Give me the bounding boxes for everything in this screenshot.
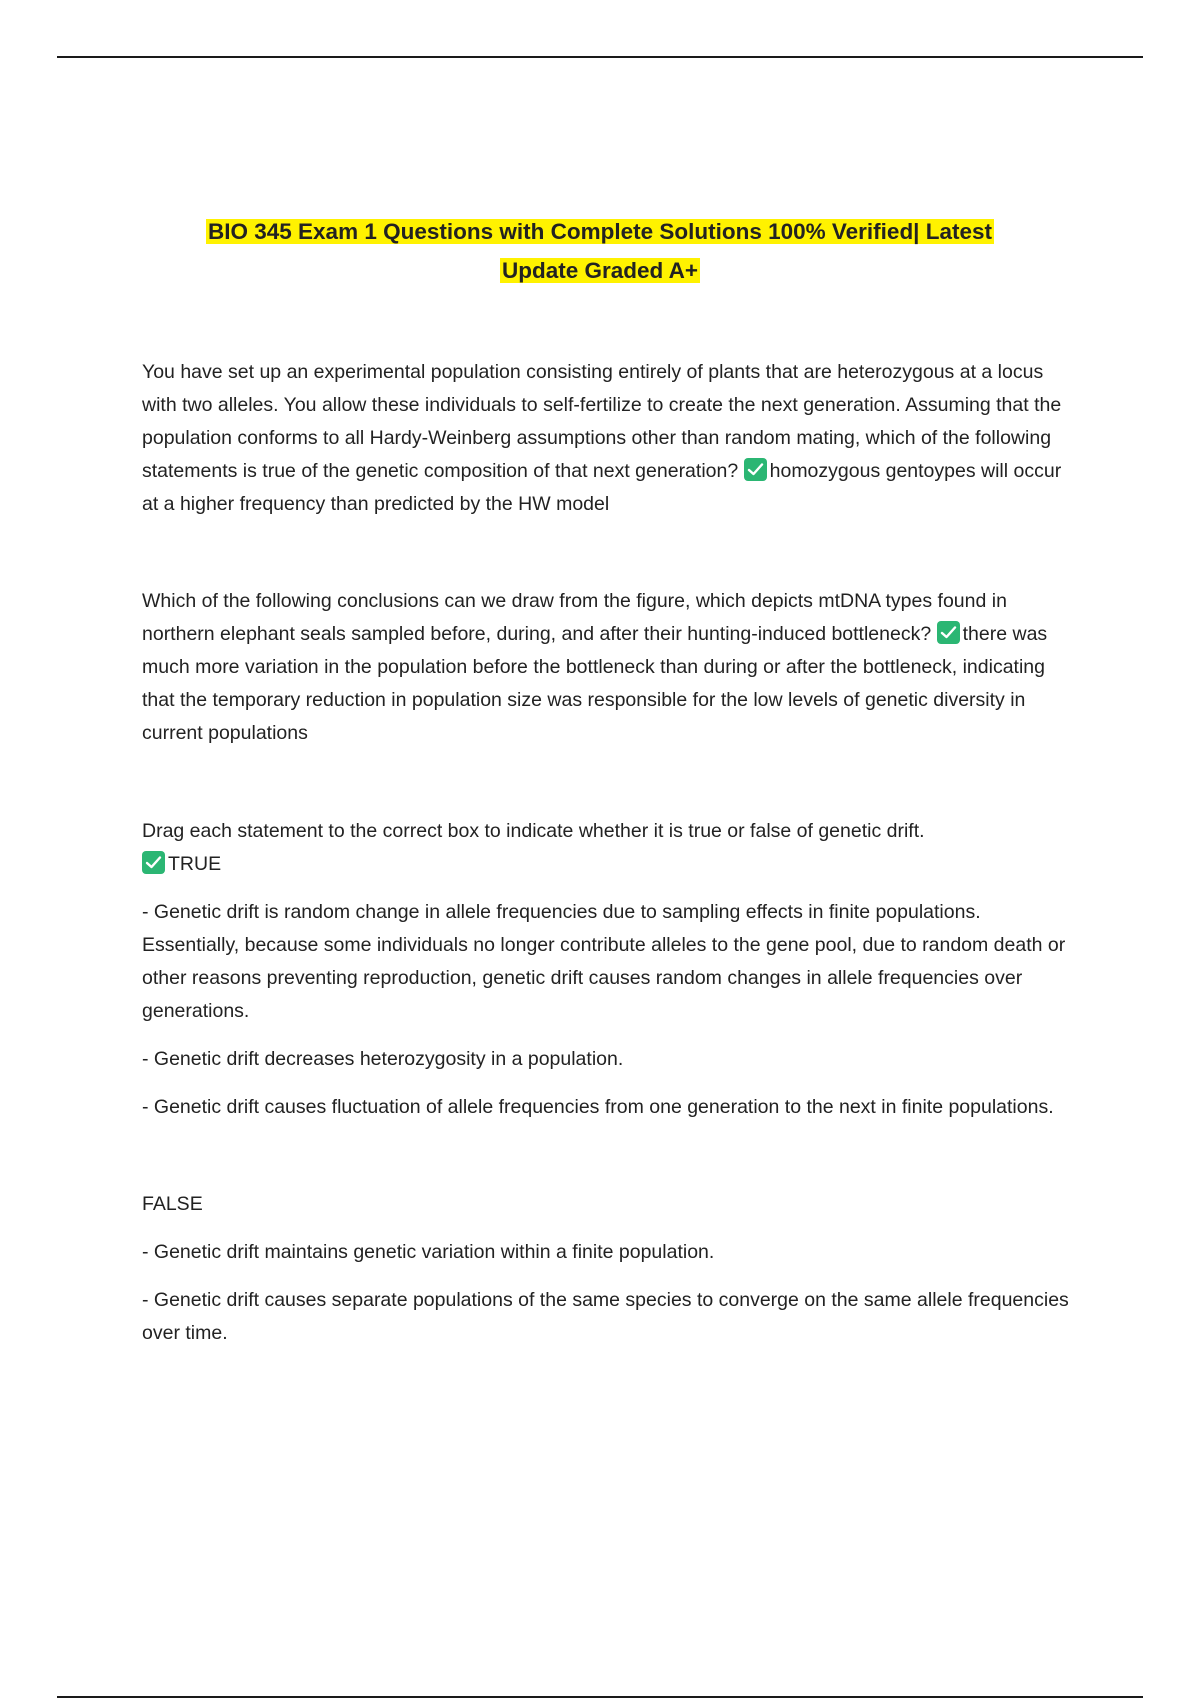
document-body	[142, 356, 1072, 1365]
false-item: - Genetic drift causes separate populations of the same species to converge on the same allele frequencies over time.	[142, 1289, 1069, 1344]
true-heading	[142, 848, 1072, 881]
question-1	[142, 356, 1072, 521]
question-2-text: Which of the following conclusions can we draw from the figure, which depicts mtDNA types found in northern elephant seals sampled before, during, and after their hunting-induced bottleneck?	[142, 590, 1007, 645]
check-mark-icon	[142, 851, 165, 874]
true-label: TRUE	[168, 853, 222, 875]
true-item: - Genetic drift is random change in allele frequencies due to sampling effects in finite populations. Essentially, because some individuals no longer contribute alleles to the gene pool, due to random death or other reasons preventing reproduction, genetic drift causes random changes in allele frequencies over generations.	[142, 901, 1066, 1022]
question-2-answer: there was much more variation in the population before the bottleneck than during or after the bottleneck, indicating that the temporary reduction in population size was responsible for the low levels of genetic diversity in current populations	[142, 623, 1048, 744]
question-1-text: You have set up an experimental population consisting entirely of plants that are heterozygous at a locus with two alleles. You allow these individuals to self-fertilize to create the next generation. Assuming that the population conforms to all Hardy-Weinberg assumptions other than random mating, which of the following statements is true of the genetic composition of that next generation?	[142, 361, 1062, 482]
title-line-1: BIO 345 Exam 1 Questions with Complete Solutions 100% Verified| Latest	[207, 219, 993, 244]
bottom-rule	[57, 1696, 1143, 1698]
question-1-answer: homozygous gentoypes will occur at a higher frequency than predicted by the HW model	[142, 460, 1062, 515]
question-3-text: Drag each statement to the correct box to indicate whether it is true or false of genetic drift.	[142, 820, 925, 842]
false-label: FALSE	[142, 1193, 203, 1215]
check-mark-icon	[744, 458, 767, 481]
title-line-2: Update Graded A+	[501, 258, 699, 283]
check-mark-icon	[937, 621, 960, 644]
top-rule	[57, 56, 1143, 58]
false-item: - Genetic drift maintains genetic variation within a finite population.	[142, 1241, 715, 1263]
true-item: - Genetic drift causes fluctuation of allele frequencies from one generation to the next in finite populations.	[142, 1096, 1054, 1118]
document-title	[140, 212, 1060, 290]
question-2	[142, 585, 1072, 750]
true-item: - Genetic drift decreases heterozygosity in a population.	[142, 1048, 624, 1070]
